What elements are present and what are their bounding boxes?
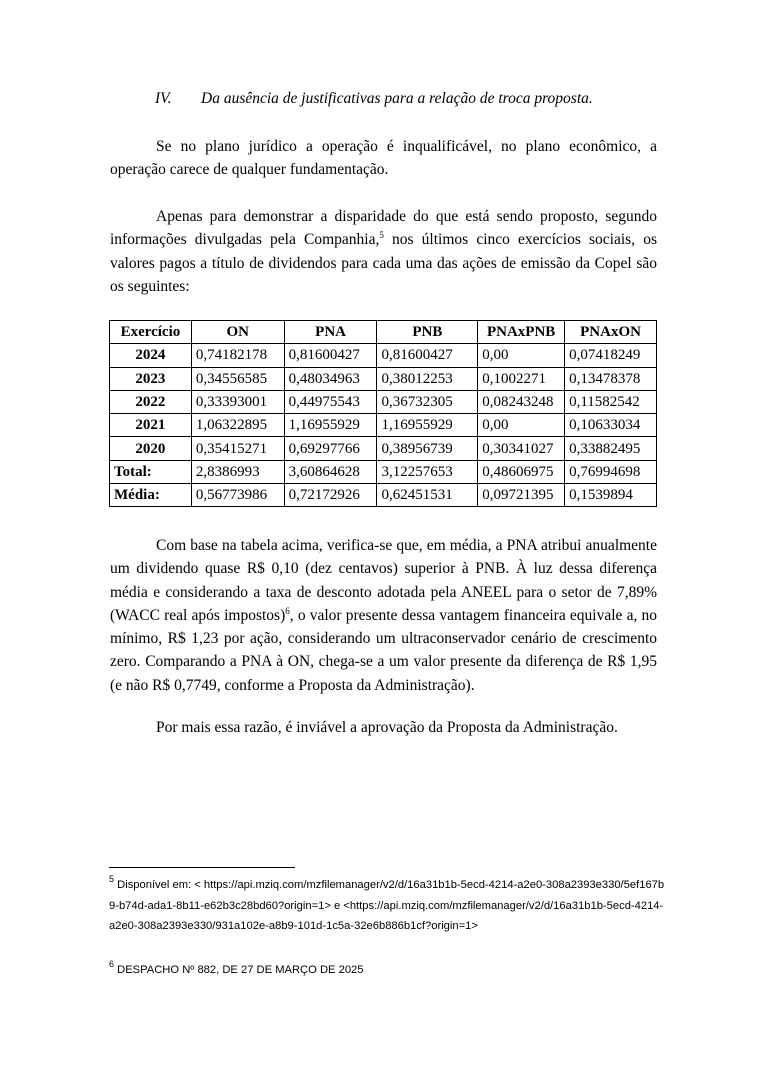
footnote-ref-6[interactable]: 6	[285, 605, 290, 616]
footnote-separator	[109, 867, 295, 868]
paragraph-4-text: Por mais essa razão, é inviável a aprovação da Proposta da Administração.	[156, 719, 618, 736]
dividends-table	[109, 320, 657, 507]
row-label: Total:	[110, 460, 192, 483]
table-cell: 0,00	[478, 344, 565, 367]
table-header-cell: ON	[191, 321, 284, 344]
row-label: 2022	[110, 390, 192, 413]
table-cell: 2,8386993	[191, 460, 284, 483]
table-cell: 0,69297766	[284, 437, 377, 460]
paragraph-3	[110, 534, 657, 697]
table-header-row	[110, 321, 657, 344]
table-row	[110, 367, 657, 390]
footnote-6	[109, 960, 669, 981]
table-row	[110, 390, 657, 413]
table-cell: 0,08243248	[478, 390, 565, 413]
table-row	[110, 437, 657, 460]
footnote-6-text: DESPACHO Nº 882, DE 27 DE MARÇO DE 2025	[114, 964, 364, 976]
table-header-cell: PNA	[284, 321, 377, 344]
table-cell: 0,33393001	[191, 390, 284, 413]
table-cell: 0,11582542	[565, 390, 657, 413]
section-number: IV.	[155, 90, 172, 107]
table-cell: 0,44975543	[284, 390, 377, 413]
section-title: Da ausência de justificativas para a relação de troca proposta.	[201, 90, 593, 107]
table-cell: 0,38956739	[377, 437, 478, 460]
paragraph-1	[110, 135, 657, 182]
section-heading	[155, 90, 593, 108]
table-cell: 0,48034963	[284, 367, 377, 390]
table-cell: 0,13478378	[565, 367, 657, 390]
table-cell: 0,09721395	[478, 484, 565, 507]
table-header-cell: Exercício	[110, 321, 192, 344]
footnote-5-text[interactable]: Disponível em: < https://api.mziq.com/mzfilemanager/v2/d/16a31b1b-5ecd-4214-a2e0-308a2393e330/5ef167b9-b74d-ada1-8b11-e62b3c28bd60?origin=1> e <https://api.mziq.com/mzfilemanager/v2/d/16a31b1b-5ecd-4214-a2e0-308a2393e330/931a102e-a8b9-101d-1c5a-32e6b886b1cf?origin=1>	[109, 879, 665, 932]
paragraph-2-text-a: Apenas para demonstrar a disparidade do que está sendo proposto, segundo informações divulgadas pela Companhia,	[110, 208, 657, 249]
table-header-cell: PNAxPNB	[478, 321, 565, 344]
table-cell: 0,35415271	[191, 437, 284, 460]
table-cell: 0,30341027	[478, 437, 565, 460]
table-cell: 0,1539894	[565, 484, 657, 507]
table-cell: 0,38012253	[377, 367, 478, 390]
table-row	[110, 344, 657, 367]
footnote-number: 6	[109, 959, 115, 969]
table-cell: 3,60864628	[284, 460, 377, 483]
table-cell: 0,10633034	[565, 414, 657, 437]
table-cell: 0,81600427	[284, 344, 377, 367]
paragraph-1-text: Se no plano jurídico a operação é inqualificável, no plano econômico, a operação carece de qualquer fundamentação.	[110, 138, 657, 179]
paragraph-2	[110, 205, 657, 298]
footnote-number: 5	[109, 874, 115, 884]
table-cell: 1,16955929	[377, 414, 478, 437]
table-cell: 0,62451531	[377, 484, 478, 507]
table-row-total	[110, 460, 657, 483]
paragraph-3-text-a: Com base na tabela acima, verifica-se que, em média, a PNA atribui anualmente um dividendo quase R$ 0,10 (dez centavos) superior à PNB. À luz dessa diferença média e considerando a taxa de desconto adotada pela ANEEL para o setor de 7,89% (WACC real após impostos)	[110, 537, 657, 624]
table-cell: 1,06322895	[191, 414, 284, 437]
row-label: 2023	[110, 367, 192, 390]
footnote-ref-5[interactable]: 5	[379, 230, 384, 241]
table-header-cell: PNB	[377, 321, 478, 344]
table-cell: 0,1002271	[478, 367, 565, 390]
table-row-average	[110, 484, 657, 507]
table-cell: 0,56773986	[191, 484, 284, 507]
row-label: Média:	[110, 484, 192, 507]
table-cell: 1,16955929	[284, 414, 377, 437]
table-cell: 0,48606975	[478, 460, 565, 483]
table-cell: 0,74182178	[191, 344, 284, 367]
table-cell: 0,76994698	[565, 460, 657, 483]
table-cell: 0,00	[478, 414, 565, 437]
row-label: 2021	[110, 414, 192, 437]
table-cell: 0,33882495	[565, 437, 657, 460]
table-cell: 0,72172926	[284, 484, 377, 507]
table-cell: 0,81600427	[377, 344, 478, 367]
row-label: 2020	[110, 437, 192, 460]
table-header-cell: PNAxON	[565, 321, 657, 344]
table-row	[110, 414, 657, 437]
row-label: 2024	[110, 344, 192, 367]
footnote-5	[109, 875, 669, 937]
paragraph-2-text-b: nos últimos cinco exercícios sociais, os valores pagos a título de dividendos para cada uma das ações de emissão da Copel são os seguintes:	[110, 231, 657, 295]
table-cell: 0,07418249	[565, 344, 657, 367]
paragraph-3-text-b: , o valor presente dessa vantagem financeira equivale a, no mínimo, R$ 1,23 por ação, considerando um ultraconservador cenário de crescimento zero. Comparando a PNA à ON, chega-se a um valor presente da diferença de R$ 1,95 (e não R$ 0,7749, conforme a Proposta da Administração).	[110, 606, 657, 694]
table-cell: 0,34556585	[191, 367, 284, 390]
table-cell: 3,12257653	[377, 460, 478, 483]
paragraph-4	[110, 716, 657, 739]
table-cell: 0,36732305	[377, 390, 478, 413]
